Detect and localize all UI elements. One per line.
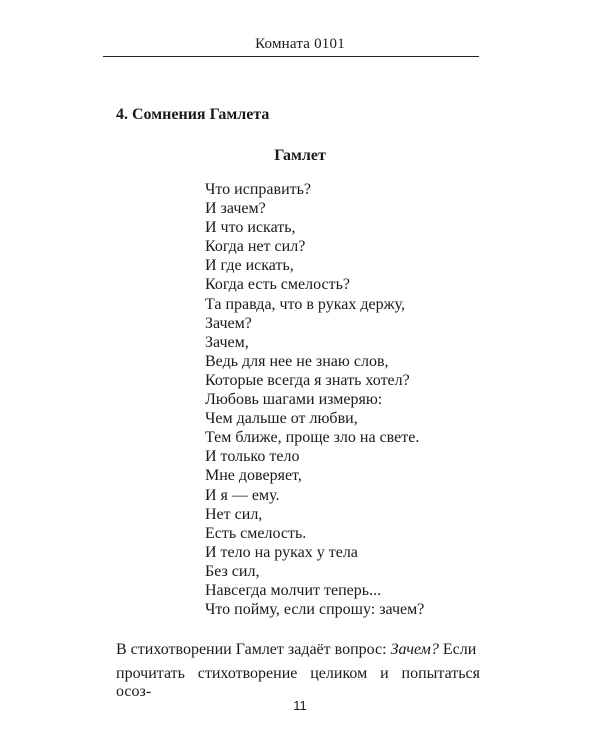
poem-line: Зачем,: [205, 333, 249, 351]
poem-title: Гамлет: [274, 147, 326, 164]
poem-line: И тело на руках у тела: [205, 543, 358, 561]
body-paragraph-line: прочитать стихотворение целиком и попытаться осоз-: [116, 665, 480, 700]
page-number: 11: [293, 698, 307, 713]
poem-line: Нет сил,: [205, 505, 263, 523]
poem-line: Когда нет сил?: [205, 238, 306, 256]
poem-line: И только тело: [205, 448, 300, 466]
poem-line: Тем ближе, проще зло на свете.: [205, 429, 420, 447]
poem-line: Любовь шагами измеряю:: [205, 391, 383, 409]
poem-line: Зачем?: [205, 314, 252, 332]
poem-line: И я — ему.: [205, 486, 280, 504]
poem-line: И что искать,: [205, 219, 296, 237]
poem-line: Когда есть смелость?: [205, 276, 350, 294]
poem-line: Мне доверяет,: [205, 467, 302, 485]
paragraph-text: В стихотворении Гамлет задаёт вопрос:: [116, 641, 391, 658]
poem-line: И где искать,: [205, 257, 294, 275]
poem-line: Есть смелость.: [205, 524, 307, 542]
body-paragraph-line: [116, 641, 480, 659]
running-header: Комната 0101: [255, 36, 345, 52]
paragraph-text: Если: [438, 641, 477, 658]
poem-line: Навсегда молчит теперь...: [205, 581, 382, 599]
paragraph-emphasis: Зачем?: [390, 641, 439, 658]
poem-line: Что пойму, если спрошу: зачем?: [205, 601, 425, 619]
poem-line: И зачем?: [205, 200, 266, 218]
poem-line: Ведь для нее не знаю слов,: [205, 352, 389, 370]
poem-line: Та правда, что в руках держу,: [205, 295, 406, 313]
poem-line: Чем дальше от любви,: [205, 410, 358, 428]
poem-line: Которые всегда я знать хотел?: [205, 371, 410, 389]
poem-body: [205, 180, 424, 619]
poem-line: Без сил,: [205, 562, 260, 580]
chapter-heading: 4. Сомнения Гамлета: [116, 106, 270, 123]
header-rule: [103, 56, 479, 57]
poem-line: Что исправить?: [205, 181, 312, 198]
